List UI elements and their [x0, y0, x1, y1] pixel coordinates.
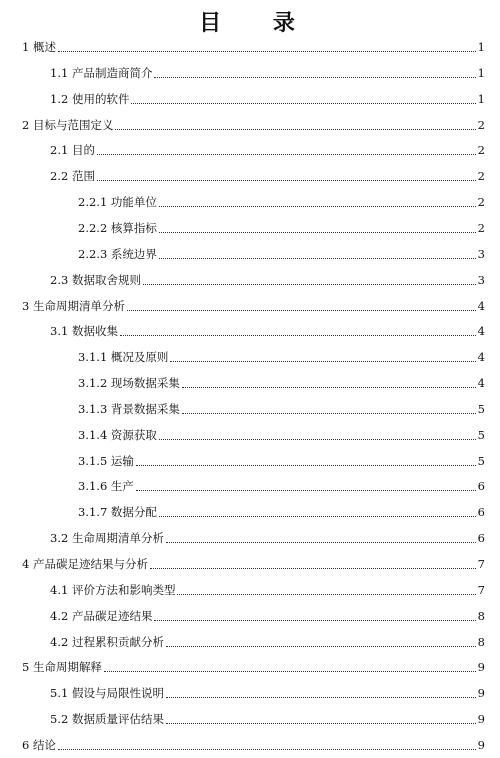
toc-entry-label: 3.1.7 数据分配: [78, 505, 157, 520]
toc-entry[interactable]: [78, 245, 485, 263]
toc-entry-page-number: 1: [477, 65, 485, 80]
toc-entry[interactable]: [22, 116, 485, 134]
toc-entry-label: 3 生命周期清单分析: [22, 298, 125, 313]
toc-entry-label: 2 目标与范围定义: [22, 117, 114, 132]
toc-dot-leader: [154, 77, 475, 78]
toc-entry-page-number: 2: [477, 195, 485, 210]
toc-entry-label: 3.2 生命周期清单分析: [50, 531, 164, 546]
toc-dot-leader: [166, 542, 476, 543]
toc-dot-leader: [170, 361, 475, 362]
toc-dot-leader: [166, 697, 476, 698]
toc-dot-leader: [159, 439, 476, 440]
toc-entry[interactable]: [78, 452, 485, 470]
toc-dot-leader: [97, 180, 476, 181]
toc-entry-page-number: 1: [477, 40, 485, 54]
toc-entry-page-number: 6: [477, 505, 485, 520]
toc-dot-leader: [159, 206, 476, 207]
toc-entry-page-number: 4: [477, 298, 485, 313]
toc-entry-label: 3.1.1 概况及原则: [78, 350, 169, 365]
toc-entry[interactable]: [78, 348, 485, 366]
toc-entry-page-number: 4: [477, 350, 485, 365]
toc-entry-page-number: 3: [477, 246, 485, 261]
toc-entry[interactable]: [50, 581, 485, 599]
toc-entry-page-number: 6: [477, 479, 485, 494]
toc-dot-leader: [166, 646, 476, 647]
toc-entry-label: 4.2 产品碳足迹结果: [50, 608, 153, 623]
toc-entry[interactable]: [78, 193, 485, 211]
toc-entry-label: 1 概述: [22, 40, 56, 54]
toc-entry-label: 3.1.2 现场数据采集: [78, 376, 180, 391]
toc-entry-label: 3.1.6 生产: [78, 479, 134, 494]
toc-entry-page-number: 3: [477, 272, 485, 287]
toc-entry-page-number: 7: [477, 557, 485, 571]
toc-entry-label: 3.1.5 运输: [78, 453, 134, 468]
toc-entry[interactable]: [22, 555, 485, 573]
toc-dot-leader: [136, 490, 476, 491]
toc-entry-label: 2.2.1 功能单位: [78, 195, 157, 210]
toc-entry[interactable]: [50, 633, 485, 651]
toc-entry-label: 2.3 数据取舍规则: [50, 272, 141, 287]
toc-dot-leader: [182, 387, 476, 388]
toc-entry-label: 3.1.3 背景数据采集: [78, 401, 180, 416]
toc-dot-leader: [159, 258, 476, 259]
toc-entry[interactable]: [78, 219, 485, 237]
toc-entry-page-number: 5: [477, 453, 485, 468]
toc-dot-leader: [159, 516, 476, 517]
toc-entry-label: 3.1 数据收集: [50, 324, 118, 339]
toc-entry-page-number: 1: [477, 91, 485, 106]
toc-entry-page-number: 9: [477, 686, 485, 701]
toc-entry[interactable]: [50, 684, 485, 702]
toc-dot-leader: [131, 103, 475, 104]
toc-entry-page-number: 4: [477, 376, 485, 391]
toc-entry[interactable]: [78, 477, 485, 495]
toc-entry-label: 4 产品碳足迹结果与分析: [22, 557, 148, 571]
toc-entry-page-number: 2: [477, 143, 485, 158]
toc-entry[interactable]: [78, 400, 485, 418]
toc-dot-leader: [159, 232, 476, 233]
toc-entry[interactable]: [22, 297, 485, 315]
toc-entry-label: 5.2 数据质量评估结果: [50, 712, 164, 727]
toc-entry[interactable]: [22, 658, 485, 676]
toc-entry-label: 4.2 过程累积贡献分析: [50, 634, 164, 649]
toc-dot-leader: [166, 723, 476, 724]
toc-dot-leader: [115, 129, 475, 130]
toc-entry-page-number: 9: [477, 737, 485, 752]
toc-dot-leader: [143, 284, 476, 285]
toc-dot-leader: [120, 335, 476, 336]
toc-entry-page-number: 9: [477, 660, 485, 675]
toc-entry[interactable]: [50, 90, 485, 108]
toc-entry-page-number: 7: [477, 582, 485, 597]
toc-entry-page-number: 9: [477, 712, 485, 727]
toc-entry[interactable]: [78, 426, 485, 444]
toc-entry-page-number: 2: [477, 220, 485, 235]
toc-entry[interactable]: [50, 322, 485, 340]
toc-entry[interactable]: [50, 607, 485, 625]
toc-dot-leader: [154, 620, 475, 621]
toc-dot-leader: [177, 594, 475, 595]
toc-entry-page-number: 4: [477, 324, 485, 339]
toc-entry-label: 4.1 评价方法和影响类型: [50, 582, 176, 597]
toc-entry-label: 2.2 范围: [50, 169, 95, 184]
toc-dot-leader: [182, 413, 476, 414]
toc-entry[interactable]: [78, 503, 485, 521]
toc-entry[interactable]: [50, 141, 485, 159]
toc-entry[interactable]: [50, 167, 485, 185]
toc-dot-leader: [136, 465, 476, 466]
toc-entry-page-number: 5: [477, 401, 485, 416]
toc-entry[interactable]: [50, 64, 485, 82]
toc-entry-page-number: 2: [477, 117, 485, 132]
toc-entry-label: 2.2.2 核算指标: [78, 220, 157, 235]
toc-title: 目 录: [199, 10, 317, 36]
toc-dot-leader: [104, 671, 476, 672]
toc-entry-page-number: 5: [477, 427, 485, 442]
toc-entry-label: 6 结论: [22, 737, 56, 752]
toc-entry-label: 5 生命周期解释: [22, 660, 102, 675]
toc-entry[interactable]: [78, 374, 485, 392]
toc-entry[interactable]: [22, 38, 485, 56]
toc-entry-page-number: 8: [477, 634, 485, 649]
toc-entry-label: 2.2.3 系统边界: [78, 246, 157, 261]
toc-entry-label: 3.1.4 资源获取: [78, 427, 157, 442]
toc-entry-label: 1.1 产品制造商简介: [50, 65, 153, 80]
toc-dot-leader: [150, 568, 476, 569]
toc-entry-page-number: 6: [477, 531, 485, 546]
toc-dot-leader: [127, 310, 476, 311]
toc-dot-leader: [58, 51, 476, 52]
toc-entry-label: 2.1 目的: [50, 143, 95, 158]
toc-entry-label: 5.1 假设与局限性说明: [50, 686, 164, 701]
toc-entry[interactable]: [50, 710, 485, 728]
toc-entry[interactable]: [22, 736, 485, 754]
toc-entry-page-number: 2: [477, 169, 485, 184]
toc-dot-leader: [97, 154, 476, 155]
toc-entry[interactable]: [50, 529, 485, 547]
toc-dot-leader: [58, 749, 476, 750]
toc-entry-label: 1.2 使用的软件: [50, 91, 130, 106]
toc-entry-page-number: 8: [477, 608, 485, 623]
toc-entry[interactable]: [50, 271, 485, 289]
